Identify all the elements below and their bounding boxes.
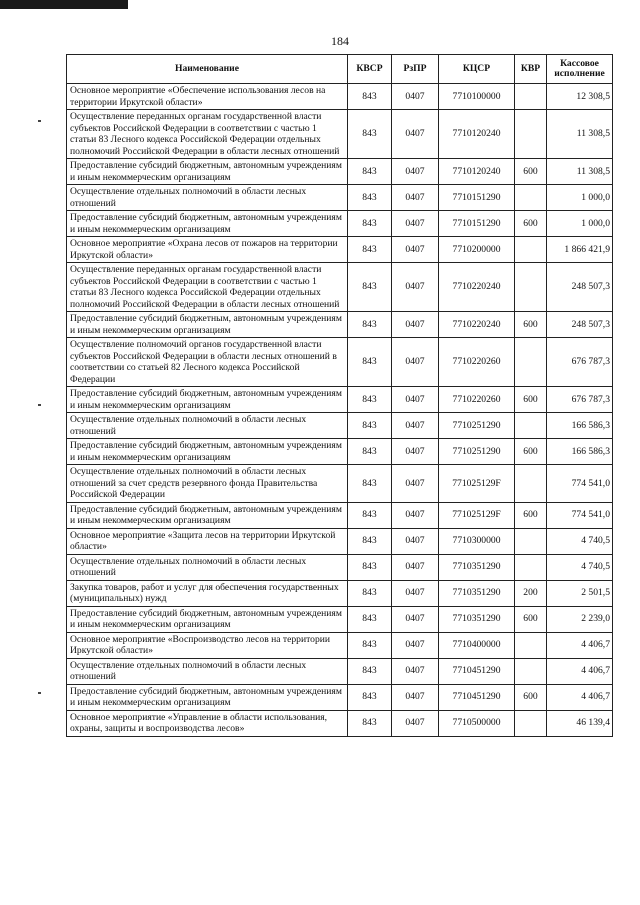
cell-rzpr: 0407 [392,263,439,312]
cell-name: Основное мероприятие «Охрана лесов от пожаров на территории Иркутской области» [67,237,348,263]
cell-rzpr: 0407 [392,528,439,554]
table-row [67,439,613,465]
cell-kvsr: 843 [348,658,392,684]
cell-rzpr: 0407 [392,632,439,658]
table-row [67,684,613,710]
cell-kcsr: 7710500000 [439,710,515,736]
cell-kvsr: 843 [348,263,392,312]
cell-name: Осуществление отдельных полномочий в области лесных отношений [67,413,348,439]
cell-kcsr: 7710351290 [439,606,515,632]
cell-amount: 4 406,7 [547,684,613,710]
cell-kcsr: 7710151290 [439,185,515,211]
cell-rzpr: 0407 [392,465,439,503]
cell-kvsr: 843 [348,632,392,658]
table-row [67,606,613,632]
cell-kvr [515,554,547,580]
cell-kvsr: 843 [348,237,392,263]
scan-speck [38,404,41,406]
cell-amount: 676 787,3 [547,338,613,387]
cell-kcsr: 7710300000 [439,528,515,554]
cell-kvr: 600 [515,606,547,632]
cell-name: Предоставление субсидий бюджетным, автономным учреждениям и иным некоммерческим организациям [67,312,348,338]
cell-kvr [515,658,547,684]
cell-name: Закупка товаров, работ и услуг для обеспечения государственных (муниципальных) нужд [67,580,348,606]
cell-rzpr: 0407 [392,312,439,338]
cell-name: Осуществление отдельных полномочий в области лесных отношений [67,185,348,211]
cell-name: Предоставление субсидий бюджетным, автономным учреждениям и иным некоммерческим организациям [67,387,348,413]
cell-kvr [515,465,547,503]
cell-kvr [515,338,547,387]
cell-kvsr: 843 [348,159,392,185]
cell-kvr: 600 [515,439,547,465]
cell-name: Основное мероприятие «Управление в области использования, охраны, защиты и воспроизводства лесов» [67,710,348,736]
cell-amount: 46 139,4 [547,710,613,736]
cell-rzpr: 0407 [392,211,439,237]
cell-kcsr: 7710220260 [439,338,515,387]
cell-rzpr: 0407 [392,185,439,211]
cell-kvsr: 843 [348,502,392,528]
cell-kcsr: 7710351290 [439,580,515,606]
cell-rzpr: 0407 [392,439,439,465]
table-row [67,237,613,263]
cell-kvr [515,528,547,554]
cell-amount: 1 866 421,9 [547,237,613,263]
cell-kcsr: 7710451290 [439,658,515,684]
cell-kcsr: 771025129F [439,502,515,528]
cell-rzpr: 0407 [392,684,439,710]
cell-kvsr: 843 [348,465,392,503]
cell-rzpr: 0407 [392,606,439,632]
cell-kvsr: 843 [348,710,392,736]
header-kcsr: КЦСР [439,55,515,84]
cell-name: Осуществление полномочий органов государственной власти субъектов Российской Федерации в области лесных отношений в соответствии со статьей 82 Лесного кодекса Российской Федерации [67,338,348,387]
scan-speck [38,120,41,122]
table-row [67,387,613,413]
header-amount: Кассовое исполнение [547,55,613,84]
cell-kcsr: 7710220260 [439,387,515,413]
cell-name: Основное мероприятие «Защита лесов на территории Иркутской области» [67,528,348,554]
table-row [67,465,613,503]
cell-kvr [515,710,547,736]
cell-amount: 774 541,0 [547,502,613,528]
cell-kcsr: 7710351290 [439,554,515,580]
cell-kvr: 600 [515,159,547,185]
cell-kvsr: 843 [348,338,392,387]
cell-kvr [515,110,547,159]
cell-kvsr: 843 [348,606,392,632]
cell-name: Осуществление отдельных полномочий в области лесных отношений за счет средств резервного фонда Правительства Российской Федерации [67,465,348,503]
cell-kcsr: 7710120240 [439,159,515,185]
cell-kcsr: 7710151290 [439,211,515,237]
cell-name: Предоставление субсидий бюджетным, автономным учреждениям и иным некоммерческим организациям [67,439,348,465]
page-header [0,0,640,49]
cell-name: Предоставление субсидий бюджетным, автономным учреждениям и иным некоммерческим организациям [67,211,348,237]
table-row [67,185,613,211]
cell-amount: 774 541,0 [547,465,613,503]
cell-rzpr: 0407 [392,710,439,736]
cell-kvsr: 843 [348,684,392,710]
scan-speck [38,692,41,694]
cell-name: Основное мероприятие «Воспроизводство лесов на территории Иркутской области» [67,632,348,658]
header-kvsr: КВСР [348,55,392,84]
cell-amount: 1 000,0 [547,185,613,211]
cell-name: Осуществление переданных органам государственной власти субъектов Российской Федерации в соответствии с частью 1 статьи 83 Лесного кодекса Российской Федерации отдельных полномочий Российской Федерации в области лесных отношений [67,110,348,159]
cell-amount: 12 308,5 [547,84,613,110]
cell-kvsr: 843 [348,211,392,237]
cell-amount: 1 000,0 [547,211,613,237]
cell-kcsr: 771025129F [439,465,515,503]
cell-amount: 4 406,7 [547,632,613,658]
cell-kcsr: 7710251290 [439,413,515,439]
table-row [67,84,613,110]
cell-kcsr: 7710251290 [439,439,515,465]
cell-kvsr: 843 [348,185,392,211]
cell-kvsr: 843 [348,528,392,554]
cell-name: Предоставление субсидий бюджетным, автономным учреждениям и иным некоммерческим организациям [67,502,348,528]
table-row [67,554,613,580]
cell-kvsr: 843 [348,312,392,338]
cell-kcsr: 7710120240 [439,110,515,159]
cell-amount: 676 787,3 [547,387,613,413]
budget-execution-table [66,54,613,737]
cell-kcsr: 7710100000 [439,84,515,110]
cell-kvr [515,263,547,312]
table-header-row [67,55,613,84]
table-row [67,528,613,554]
cell-kvsr: 843 [348,84,392,110]
cell-name: Осуществление переданных органам государственной власти субъектов Российской Федерации в соответствии с частью 1 статьи 83 Лесного кодекса Российской Федерации отдельных полномочий Российской Федерации в области лесных отношений [67,263,348,312]
header-kvr: КВР [515,55,547,84]
cell-amount: 2 239,0 [547,606,613,632]
cell-kvr [515,413,547,439]
cell-kvr [515,237,547,263]
cell-kvsr: 843 [348,110,392,159]
cell-rzpr: 0407 [392,413,439,439]
table-row [67,110,613,159]
cell-amount: 11 308,5 [547,159,613,185]
cell-kcsr: 7710400000 [439,632,515,658]
cell-rzpr: 0407 [392,237,439,263]
cell-name: Предоставление субсидий бюджетным, автономным учреждениям и иным некоммерческим организациям [67,159,348,185]
cell-kvr [515,632,547,658]
cell-amount: 248 507,3 [547,312,613,338]
cell-rzpr: 0407 [392,658,439,684]
cell-kvsr: 843 [348,439,392,465]
cell-rzpr: 0407 [392,580,439,606]
cell-amount: 166 586,3 [547,413,613,439]
table-row [67,211,613,237]
table-row [67,580,613,606]
cell-rzpr: 0407 [392,502,439,528]
header-rzpr: РзПР [392,55,439,84]
cell-rzpr: 0407 [392,159,439,185]
cell-amount: 2 501,5 [547,580,613,606]
table-row [67,312,613,338]
cell-kvr: 600 [515,684,547,710]
cell-kvr: 600 [515,312,547,338]
cell-kcsr: 7710220240 [439,312,515,338]
table-row [67,263,613,312]
cell-name: Предоставление субсидий бюджетным, автономным учреждениям и иным некоммерческим организациям [67,606,348,632]
page-number: 184 [331,34,349,48]
cell-rzpr: 0407 [392,84,439,110]
cell-kcsr: 7710220240 [439,263,515,312]
cell-kcsr: 7710200000 [439,237,515,263]
cell-name: Осуществление отдельных полномочий в области лесных отношений [67,658,348,684]
cell-name: Осуществление отдельных полномочий в области лесных отношений [67,554,348,580]
cell-kvr: 600 [515,502,547,528]
table-body [67,84,613,737]
cell-kvr: 600 [515,387,547,413]
cell-kvsr: 843 [348,580,392,606]
table-row [67,632,613,658]
table-row [67,338,613,387]
cell-kvr: 600 [515,211,547,237]
cell-rzpr: 0407 [392,338,439,387]
table-row [67,658,613,684]
cell-kcsr: 7710451290 [439,684,515,710]
cell-amount: 4 406,7 [547,658,613,684]
cell-kvsr: 843 [348,413,392,439]
cell-kvr: 200 [515,580,547,606]
cell-amount: 248 507,3 [547,263,613,312]
cell-kvsr: 843 [348,387,392,413]
cell-kvsr: 843 [348,554,392,580]
header-name: Наименование [67,55,348,84]
cell-kvr [515,185,547,211]
table-row [67,159,613,185]
cell-amount: 4 740,5 [547,554,613,580]
cell-name: Основное мероприятие «Обеспечение использования лесов на территории Иркутской области» [67,84,348,110]
table-row [67,502,613,528]
cell-amount: 4 740,5 [547,528,613,554]
cell-kvr [515,84,547,110]
cell-rzpr: 0407 [392,110,439,159]
cell-amount: 11 308,5 [547,110,613,159]
cell-name: Предоставление субсидий бюджетным, автономным учреждениям и иным некоммерческим организациям [67,684,348,710]
cell-rzpr: 0407 [392,387,439,413]
cell-rzpr: 0407 [392,554,439,580]
table-row [67,413,613,439]
cell-amount: 166 586,3 [547,439,613,465]
table-row [67,710,613,736]
